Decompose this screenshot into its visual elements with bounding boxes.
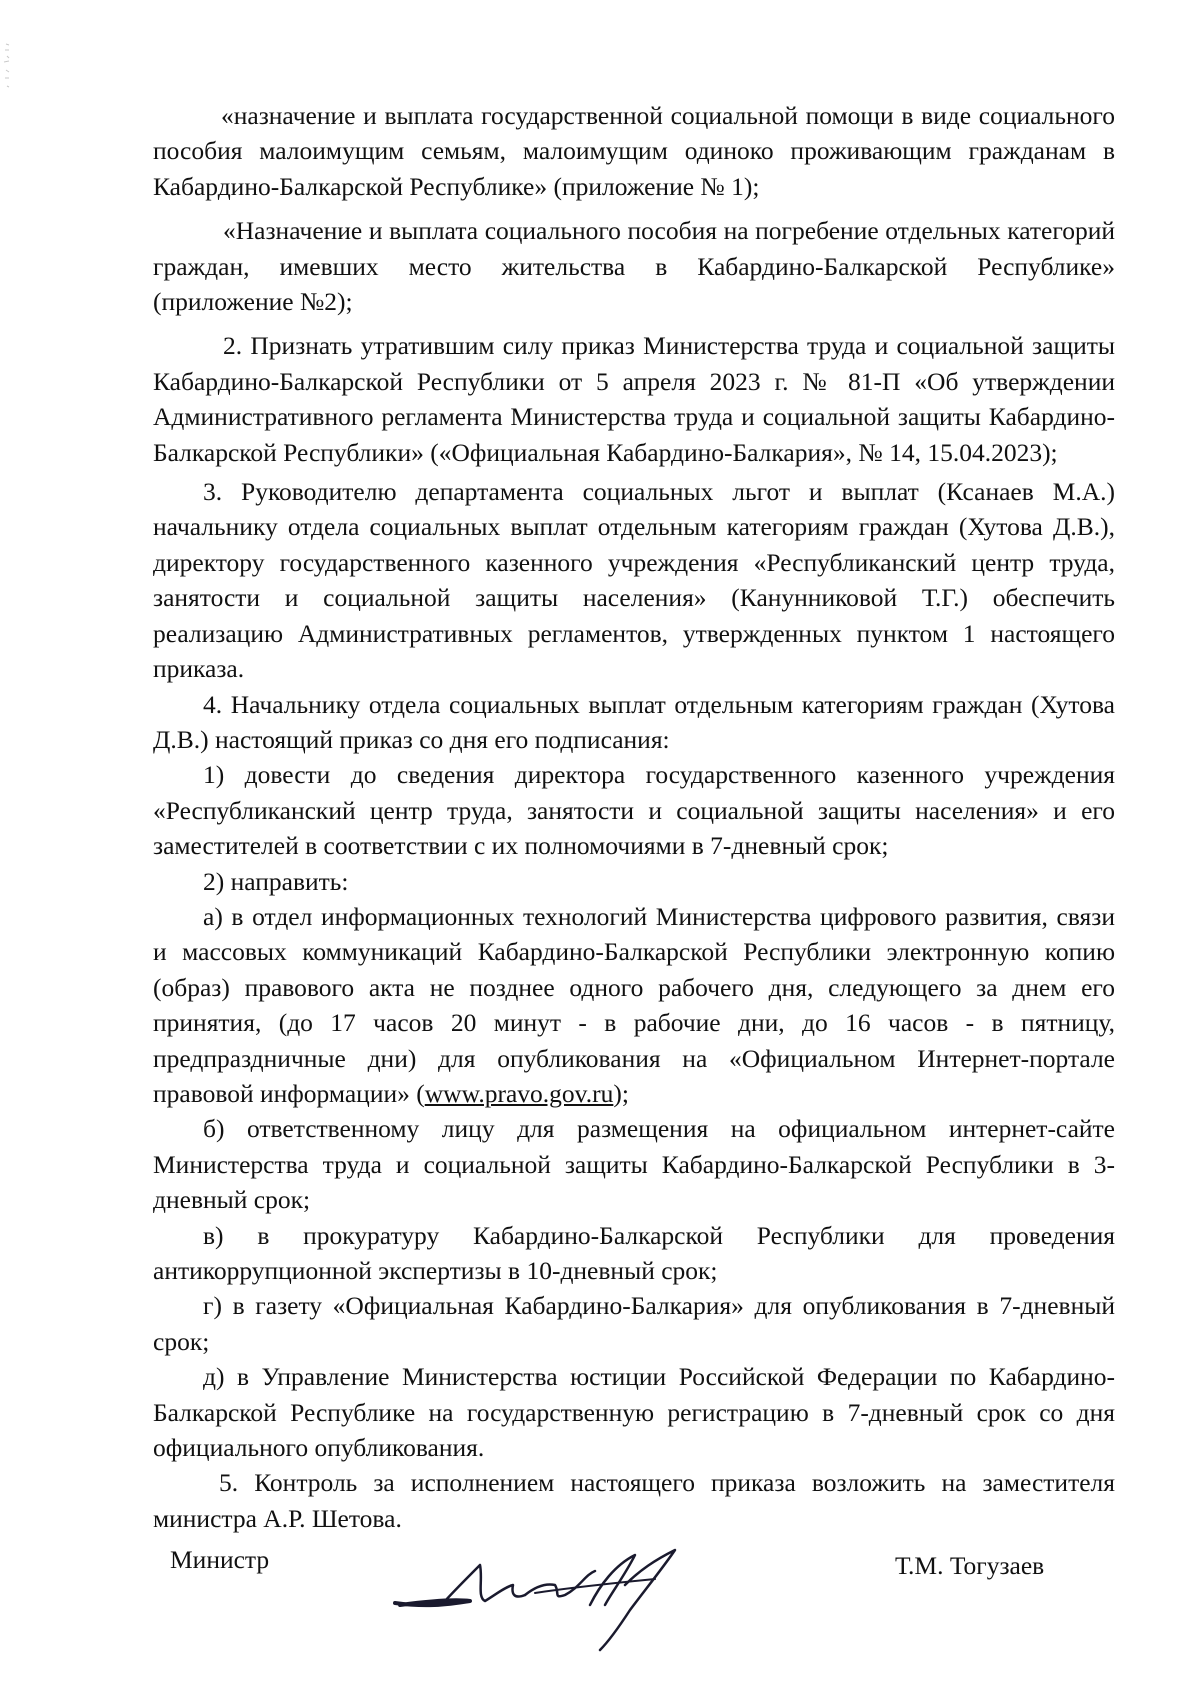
signature-block bbox=[0, 1545, 1200, 1665]
paragraph-item-a-text: а) в отдел информационных технологий Министерства цифрового развития, связи и массовых коммуникаций Кабардино-Балкарской Республики электронную копию (образ) правового акта не позднее одного рабочего дня, следующего за днем его принятия, (до 17 часов 20 минут - в рабочие дни, до 16 часов - в пятницу, предпраздничные дни) для опубликования на «Официальном Интернет-портале правовой информации» ( bbox=[153, 901, 1115, 1108]
paragraph-list-item-2: «Назначение и выплата социального пособия на погребение отдельных категорий граждан, имевших место жительства в Кабардино-Балкарской Республике» (приложение №2); bbox=[153, 216, 1115, 317]
paragraph-item-d: д) в Управление Министерства юстиции Российской Федерации по Кабардино-Балкарской Республике на государственную регистрацию в 7-дневный срок со дня официального опубликования. bbox=[153, 1362, 1115, 1463]
handwritten-signature-icon bbox=[385, 1535, 715, 1655]
signatory-name: Т.М. Тогузаев bbox=[895, 1551, 1045, 1580]
paragraph-clause-5: 5. Контроль за исполнением настоящего приказа возложить на заместителя министра А.Р. Шетова. bbox=[153, 1468, 1115, 1533]
scan-artifact-mark bbox=[0, 40, 40, 100]
paragraph-item-b: б) ответственному лицу для размещения на официальном интернет-сайте Министерства труда и социальной защиты Кабардино-Балкарской Республики в 3-дневный срок; bbox=[153, 1114, 1115, 1215]
paragraph-item-a-end: ); bbox=[613, 1078, 629, 1108]
paragraph-clause-4: 4. Начальнику отдела социальных выплат отдельным категориям граждан (Хутова Д.В.) настоящий приказ со дня его подписания: bbox=[153, 689, 1115, 754]
document-body bbox=[153, 98, 1115, 1536]
signatory-role: Министр bbox=[170, 1545, 270, 1574]
paragraph-clause-3: 3. Руководителю департамента социальных льгот и выплат (Ксанаев М.А.) начальнику отдела социальных выплат отдельным категориям граждан (Хутова Д.В.), директору государственного казенного учреждения «Республиканский центр труда, занятости и социальной защиты населения» (Канунниковой Т.Г.) обеспечить реализацию Административных регламентов, утвержденных пунктом 1 настоящего приказа. bbox=[153, 477, 1115, 684]
paragraph-item-a bbox=[153, 899, 1115, 1111]
pravo-gov-link[interactable]: www.pravo.gov.ru bbox=[424, 1078, 614, 1108]
paragraph-item-v: в) в прокуратуру Кабардино-Балкарской Республики для проведения антикоррупционной экспертизы в 10-дневный срок; bbox=[153, 1220, 1115, 1285]
paragraph-subclause-2: 2) направить: bbox=[203, 866, 349, 896]
paragraph-clause-2: 2. Признать утратившим силу приказ Министерства труда и социальной защиты Кабардино-Балкарской Республики от 5 апреля 2023 г. № 81-П «Об утверждении Административного регламента Министерства труда и социальной защиты Кабардино-Балкарской Республики» («Официальная Кабардино-Балкария», № 14, 15.04.2023); bbox=[153, 331, 1115, 467]
paragraph-item-g: г) в газету «Официальная Кабардино-Балкария» для опубликования в 7-дневный срок; bbox=[153, 1291, 1115, 1356]
paragraph-list-item-1: «назначение и выплата государственной социальной помощи в виде социального пособия малоимущим семьям, малоимущим одиноко проживающим гражданам в Кабардино-Балкарской Республике» (приложение № 1); bbox=[153, 101, 1115, 201]
paragraph-subclause-1: 1) довести до сведения директора государственного казенного учреждения «Республиканский центр труда, занятости и социальной защиты населения» и его заместителей в соответствии с их полномочиями в 7-дневный срок; bbox=[153, 760, 1115, 861]
